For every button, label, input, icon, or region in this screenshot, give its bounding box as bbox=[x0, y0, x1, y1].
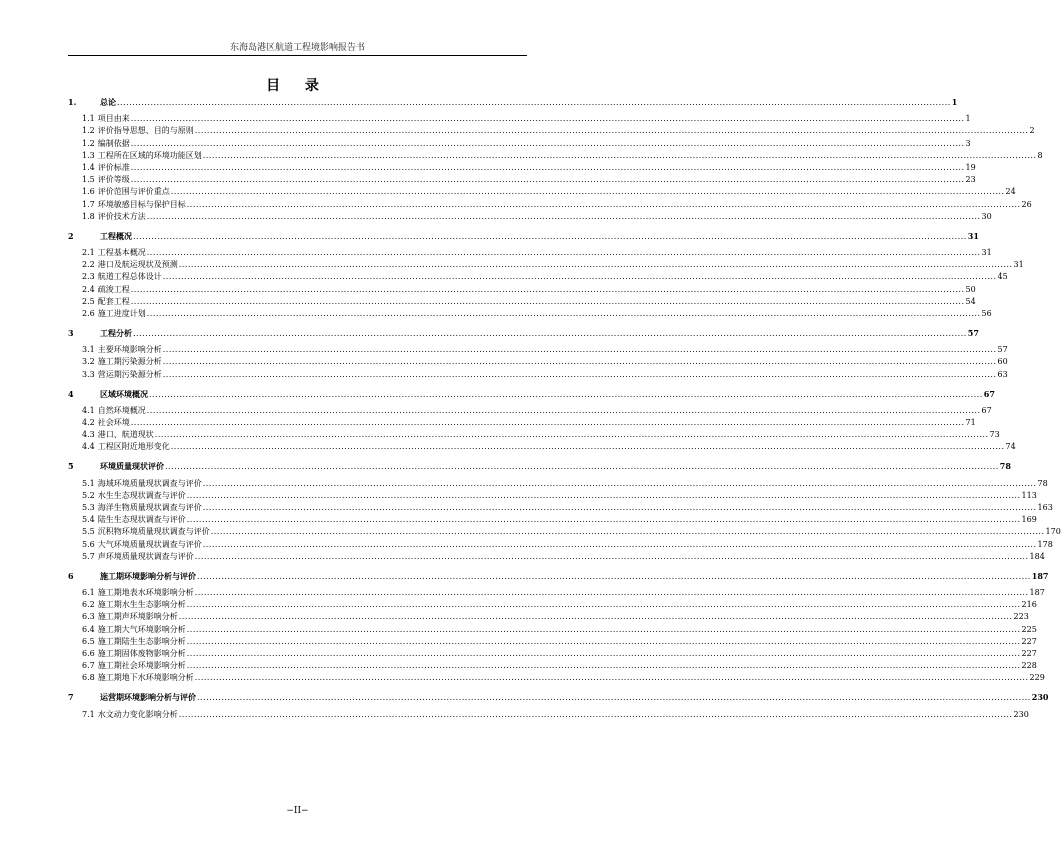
toc-entry-page: 73 bbox=[989, 430, 1000, 440]
toc-entry-number: 7 bbox=[68, 692, 74, 703]
toc-entry-title: 施工期水生生态影响分析 bbox=[97, 600, 186, 610]
toc-leader-dots: .................................................................................................................................................................................................................................................................................. bbox=[202, 150, 1037, 160]
toc-entry-number: 2.1 bbox=[82, 247, 95, 257]
toc-entry-page: 78 bbox=[1037, 478, 1048, 488]
toc-leader-dots: .................................................................................................................................................................................................................................................................................. bbox=[202, 539, 1037, 549]
toc-section-entry[interactable] bbox=[68, 344, 1008, 356]
table-of-contents bbox=[68, 96, 1061, 721]
toc-entry-title: 沉积物环境质量现状调查与评价 bbox=[97, 527, 210, 537]
toc-leader-dots: .................................................................................................................................................................................................................................................................................. bbox=[162, 369, 997, 379]
toc-leader-dots: .................................................................................................................................................................................................................................................................................. bbox=[165, 462, 999, 472]
toc-leader-dots: .................................................................................................................................................................................................................................................................................. bbox=[194, 551, 1029, 561]
toc-entry-number: 5.2 bbox=[82, 490, 95, 500]
toc-entry-page: 31 bbox=[981, 247, 992, 257]
toc-leader-dots: .................................................................................................................................................................................................................................................................................. bbox=[178, 612, 1013, 622]
toc-section-entry[interactable] bbox=[68, 259, 1024, 271]
toc-leader-dots: .................................................................................................................................................................................................................................................................................. bbox=[146, 247, 981, 257]
toc-section-entry[interactable] bbox=[68, 308, 992, 320]
page-number: −II− bbox=[286, 806, 309, 816]
toc-entry-title: 港口及航运现状及预测 bbox=[97, 260, 178, 270]
toc-section-entry[interactable] bbox=[68, 539, 1053, 551]
toc-entry-title: 工程基本概况 bbox=[97, 247, 146, 257]
toc-entry-number: 6.5 bbox=[82, 636, 95, 646]
toc-section-entry[interactable] bbox=[68, 672, 1045, 684]
toc-chapter-entry[interactable] bbox=[68, 460, 1011, 472]
toc-entry-title: 环境质量现状评价 bbox=[100, 461, 164, 472]
toc-entry-number: 6.1 bbox=[82, 588, 95, 598]
toc-entry-title: 配套工程 bbox=[97, 296, 130, 306]
toc-section-entry[interactable] bbox=[68, 478, 1048, 490]
toc-entry-page: 8 bbox=[1037, 150, 1043, 160]
toc-entry-number: 1.2 bbox=[82, 138, 95, 148]
toc-entry-number: 4.1 bbox=[82, 405, 95, 415]
toc-leader-dots: .................................................................................................................................................................................................................................................................................. bbox=[197, 571, 1031, 581]
toc-entry-page: 45 bbox=[997, 272, 1008, 282]
toc-entry-page: 1 bbox=[951, 97, 958, 107]
toc-entry-title: 施工期污染源分析 bbox=[97, 357, 162, 367]
toc-section-entry[interactable] bbox=[68, 490, 1037, 502]
toc-leader-dots: .................................................................................................................................................................................................................................................................................. bbox=[186, 490, 1021, 500]
toc-entry-page: 19 bbox=[965, 162, 976, 172]
toc-entry-page: 24 bbox=[1005, 187, 1016, 197]
toc-entry-page: 31 bbox=[967, 230, 979, 241]
toc-entry-title: 评价指导思想、目的与原则 bbox=[97, 126, 194, 136]
toc-leader-dots: .................................................................................................................................................................................................................................................................................. bbox=[130, 162, 965, 172]
toc-section-entry[interactable] bbox=[68, 405, 992, 417]
toc-leader-dots: .................................................................................................................................................................................................................................................................................. bbox=[130, 138, 965, 148]
toc-entry-title: 施工期环境影响分析与评价 bbox=[100, 570, 196, 581]
toc-leader-dots: .................................................................................................................................................................................................................................................................................. bbox=[130, 175, 965, 185]
toc-section-entry[interactable] bbox=[68, 271, 1008, 283]
toc-entry-page: 230 bbox=[1013, 709, 1029, 719]
toc-entry-number: 1.4 bbox=[82, 162, 95, 172]
toc-entry-title: 编制依据 bbox=[97, 138, 130, 148]
toc-section-entry[interactable] bbox=[68, 587, 1045, 599]
toc-leader-dots: .................................................................................................................................................................................................................................................................................. bbox=[117, 98, 951, 107]
toc-leader-dots: .................................................................................................................................................................................................................................................................................. bbox=[197, 693, 1031, 703]
toc-entry-title: 施工期陆生生态影响分析 bbox=[97, 636, 186, 646]
toc-entry-page: 170 bbox=[1045, 527, 1061, 537]
toc-entry-title: 海洋生物质量现状调查与评价 bbox=[97, 503, 202, 512]
toc-entry-number: 5.7 bbox=[82, 551, 95, 561]
toc-chapter-entry[interactable] bbox=[68, 691, 1049, 703]
toc-entry-number: 6.7 bbox=[82, 661, 95, 671]
toc-entry-page: 23 bbox=[965, 175, 976, 185]
toc-leader-dots: .................................................................................................................................................................................................................................................................................. bbox=[186, 636, 1021, 646]
toc-section-entry[interactable] bbox=[68, 356, 1008, 368]
toc-entry-number: 1.3 bbox=[82, 150, 95, 160]
toc-entry-number: 4.2 bbox=[82, 417, 95, 427]
toc-section-entry[interactable] bbox=[68, 174, 976, 186]
toc-entry-number: 3.3 bbox=[82, 369, 95, 379]
toc-section-entry[interactable] bbox=[68, 526, 1061, 538]
toc-title: 目 录 bbox=[266, 78, 329, 94]
toc-entry-page: 74 bbox=[1005, 442, 1016, 452]
toc-entry-title: 评价等级 bbox=[97, 175, 130, 185]
toc-entry-number: 3.1 bbox=[82, 345, 95, 355]
toc-section-entry[interactable] bbox=[68, 624, 1037, 636]
toc-entry-page: 225 bbox=[1021, 624, 1037, 634]
toc-chapter-entry[interactable] bbox=[68, 230, 979, 242]
toc-entry-title: 施工期大气环境影响分析 bbox=[97, 624, 186, 634]
toc-leader-dots: .................................................................................................................................................................................................................................................................................. bbox=[186, 648, 1021, 658]
running-header: 东海岛港区航道工程境影响报告书 bbox=[229, 43, 365, 53]
toc-entry-page: 1 bbox=[965, 114, 971, 124]
toc-leader-dots: .................................................................................................................................................................................................................................................................................. bbox=[186, 624, 1021, 634]
toc-entry-title: 施工期声环境影响分析 bbox=[97, 612, 178, 622]
toc-entry-title: 施工期地下水环境影响分析 bbox=[97, 673, 194, 683]
toc-entry-page: 163 bbox=[1037, 503, 1053, 512]
toc-entry-title: 施工期地表水环境影响分析 bbox=[97, 588, 194, 598]
toc-entry-page: 57 bbox=[967, 327, 979, 338]
toc-entry-number: 6.2 bbox=[82, 600, 95, 610]
toc-leader-dots: .................................................................................................................................................................................................................................................................................. bbox=[146, 308, 981, 318]
toc-entry-number: 2.2 bbox=[82, 260, 95, 270]
toc-entry-title: 海域环境质量现状调查与评价 bbox=[97, 478, 202, 488]
toc-leader-dots: .................................................................................................................................................................................................................................................................................. bbox=[178, 709, 1013, 719]
toc-leader-dots: .................................................................................................................................................................................................................................................................................. bbox=[186, 515, 1021, 525]
toc-entry-number: 1. bbox=[68, 97, 77, 107]
toc-section-entry[interactable] bbox=[68, 551, 1045, 563]
toc-entry-number: 5.1 bbox=[82, 478, 95, 488]
toc-entry-page: 60 bbox=[997, 357, 1008, 367]
toc-entry-page: 169 bbox=[1021, 515, 1037, 525]
toc-entry-title: 水生生态现状调查与评价 bbox=[97, 490, 186, 500]
toc-entry-page: 31 bbox=[1013, 260, 1024, 270]
toc-section-entry[interactable] bbox=[68, 599, 1037, 611]
toc-section-entry[interactable] bbox=[68, 709, 1029, 721]
toc-entry-title: 陆生生态现状调查与评价 bbox=[97, 515, 186, 525]
toc-entry-title: 环境敏感目标与保护目标 bbox=[97, 199, 186, 209]
toc-entry-number: 4.4 bbox=[82, 442, 95, 452]
toc-entry-title: 自然环境概况 bbox=[97, 405, 146, 415]
toc-entry-title: 营运期污染源分析 bbox=[97, 369, 162, 379]
toc-entry-page: 178 bbox=[1037, 539, 1053, 549]
toc-section-entry[interactable] bbox=[68, 648, 1037, 660]
toc-entry-title: 施工期固体废物影响分析 bbox=[97, 648, 186, 658]
toc-entry-title: 评价标准 bbox=[97, 162, 130, 172]
toc-section-entry[interactable] bbox=[68, 660, 1037, 672]
toc-leader-dots: .................................................................................................................................................................................................................................................................................. bbox=[186, 600, 1021, 610]
toc-chapter-entry[interactable] bbox=[68, 327, 979, 339]
toc-entry-number: 5 bbox=[68, 461, 74, 472]
toc-leader-dots: .................................................................................................................................................................................................................................................................................. bbox=[194, 588, 1029, 598]
toc-section-entry[interactable] bbox=[68, 296, 976, 308]
header-rule bbox=[68, 55, 527, 56]
toc-chapter-entry[interactable] bbox=[68, 570, 1049, 582]
toc-entry-number: 4.3 bbox=[82, 430, 95, 440]
toc-entry-page: 50 bbox=[965, 284, 976, 294]
toc-entry-page: 216 bbox=[1021, 600, 1037, 610]
toc-entry-title: 航道工程总体设计 bbox=[97, 272, 162, 282]
toc-entry-page: 3 bbox=[965, 138, 971, 148]
toc-entry-number: 5.6 bbox=[82, 539, 95, 549]
toc-leader-dots: .................................................................................................................................................................................................................................................................................. bbox=[186, 661, 1021, 671]
toc-entry-number: 1.7 bbox=[82, 199, 95, 209]
toc-section-entry[interactable] bbox=[68, 636, 1037, 648]
toc-leader-dots: .................................................................................................................................................................................................................................................................................. bbox=[202, 503, 1037, 512]
toc-section-entry[interactable] bbox=[68, 125, 1035, 137]
toc-section-entry[interactable] bbox=[68, 247, 992, 259]
toc-leader-dots: .................................................................................................................................................................................................................................................................................. bbox=[210, 527, 1045, 537]
toc-section-entry[interactable] bbox=[68, 611, 1029, 623]
toc-entry-page: 223 bbox=[1013, 612, 1029, 622]
toc-entry-title: 工程概况 bbox=[100, 230, 132, 241]
toc-entry-page: 187 bbox=[1029, 588, 1045, 598]
toc-entry-number: 1.5 bbox=[82, 175, 95, 185]
toc-leader-dots: .................................................................................................................................................................................................................................................................................. bbox=[146, 211, 981, 221]
toc-entry-number: 5.4 bbox=[82, 515, 95, 525]
toc-entry-number: 2.5 bbox=[82, 296, 95, 306]
toc-entry-page: 56 bbox=[981, 308, 992, 318]
toc-entry-title: 区域环境概况 bbox=[100, 388, 148, 399]
toc-entry-title: 主要环境影响分析 bbox=[97, 345, 162, 355]
toc-entry-page: 227 bbox=[1021, 648, 1037, 658]
toc-entry-title: 运营期环境影响分析与评价 bbox=[100, 692, 196, 703]
toc-leader-dots: .................................................................................................................................................................................................................................................................................. bbox=[194, 126, 1029, 136]
toc-entry-title: 工程区附近地形变化 bbox=[97, 442, 170, 452]
toc-entry-page: 184 bbox=[1029, 551, 1045, 561]
toc-leader-dots: .................................................................................................................................................................................................................................................................................. bbox=[130, 417, 965, 427]
toc-entry-number: 2 bbox=[68, 230, 74, 241]
toc-leader-dots: .................................................................................................................................................................................................................................................................................. bbox=[162, 272, 997, 282]
toc-entry-number: 4 bbox=[68, 388, 74, 399]
toc-entry-number: 3 bbox=[68, 327, 74, 338]
toc-leader-dots: .................................................................................................................................................................................................................................................................................. bbox=[170, 442, 1005, 452]
toc-entry-number: 6.4 bbox=[82, 624, 95, 634]
toc-section-entry[interactable] bbox=[68, 211, 992, 223]
toc-leader-dots: .................................................................................................................................................................................................................................................................................. bbox=[133, 328, 967, 338]
toc-entry-number: 7.1 bbox=[82, 709, 95, 719]
toc-section-entry[interactable] bbox=[68, 199, 1032, 211]
toc-entry-page: 229 bbox=[1029, 673, 1045, 683]
toc-entry-number: 1.1 bbox=[82, 114, 95, 124]
toc-entry-number: 5.3 bbox=[82, 503, 95, 512]
toc-entry-number: 6.3 bbox=[82, 612, 95, 622]
toc-section-entry[interactable] bbox=[68, 429, 1000, 441]
toc-leader-dots: .................................................................................................................................................................................................................................................................................. bbox=[154, 430, 989, 440]
toc-entry-page: 228 bbox=[1021, 661, 1037, 671]
toc-section-entry[interactable] bbox=[68, 150, 1043, 162]
toc-leader-dots: .................................................................................................................................................................................................................................................................................. bbox=[170, 187, 1005, 197]
toc-entry-title: 水文动力变化影响分析 bbox=[97, 709, 178, 719]
toc-leader-dots: .................................................................................................................................................................................................................................................................................. bbox=[130, 114, 965, 124]
toc-entry-number: 6 bbox=[68, 570, 74, 581]
toc-section-entry[interactable] bbox=[68, 284, 976, 296]
toc-entry-title: 工程所在区域的环境功能区划 bbox=[97, 150, 202, 160]
toc-section-entry[interactable] bbox=[68, 514, 1037, 526]
toc-entry-number: 2.6 bbox=[82, 308, 95, 318]
toc-leader-dots: .................................................................................................................................................................................................................................................................................. bbox=[146, 405, 981, 415]
toc-leader-dots: .................................................................................................................................................................................................................................................................................. bbox=[194, 673, 1029, 683]
toc-entry-page: 67 bbox=[981, 405, 992, 415]
toc-leader-dots: .................................................................................................................................................................................................................................................................................. bbox=[130, 284, 965, 294]
toc-chapter-entry[interactable] bbox=[68, 96, 958, 108]
toc-leader-dots: .................................................................................................................................................................................................................................................................................. bbox=[130, 296, 965, 306]
toc-section-entry[interactable] bbox=[68, 162, 976, 174]
toc-section-entry[interactable] bbox=[68, 369, 1008, 381]
toc-entry-page: 54 bbox=[965, 296, 976, 306]
toc-chapter-entry[interactable] bbox=[68, 388, 995, 400]
toc-entry-page: 71 bbox=[965, 417, 976, 427]
toc-entry-page: 30 bbox=[981, 211, 992, 221]
toc-entry-title: 疏浚工程 bbox=[97, 284, 130, 294]
toc-entry-page: 67 bbox=[983, 388, 995, 399]
toc-entry-title: 社会环境 bbox=[97, 417, 130, 427]
toc-leader-dots: .................................................................................................................................................................................................................................................................................. bbox=[186, 199, 1021, 209]
toc-entry-number: 1.2 bbox=[82, 126, 95, 136]
toc-entry-title: 评价范围与评价重点 bbox=[97, 187, 170, 197]
toc-entry-title: 项目由来 bbox=[97, 114, 130, 124]
toc-entry-title: 总论 bbox=[100, 97, 116, 107]
toc-entry-title: 声环境质量现状调查与评价 bbox=[97, 551, 194, 561]
toc-entry-page: 63 bbox=[997, 369, 1008, 379]
toc-entry-title: 评价技术方法 bbox=[97, 211, 146, 221]
toc-section-entry[interactable] bbox=[68, 417, 976, 429]
toc-entry-number: 6.8 bbox=[82, 673, 95, 683]
toc-entry-title: 施工进度计划 bbox=[97, 308, 146, 318]
toc-section-entry[interactable] bbox=[68, 113, 971, 125]
toc-leader-dots: .................................................................................................................................................................................................................................................................................. bbox=[149, 389, 983, 399]
toc-entry-title: 港口、航道现状 bbox=[97, 430, 154, 440]
toc-section-entry[interactable] bbox=[68, 186, 1016, 198]
toc-leader-dots: .................................................................................................................................................................................................................................................................................. bbox=[162, 345, 997, 355]
toc-entry-title: 施工期社会环境影响分析 bbox=[97, 661, 186, 671]
toc-entry-page: 113 bbox=[1021, 490, 1037, 500]
toc-leader-dots: .................................................................................................................................................................................................................................................................................. bbox=[133, 231, 967, 241]
toc-section-entry[interactable] bbox=[68, 138, 971, 150]
toc-section-entry[interactable] bbox=[68, 441, 1016, 453]
toc-entry-number: 2.4 bbox=[82, 284, 95, 294]
toc-entry-page: 78 bbox=[999, 461, 1011, 472]
toc-entry-page: 227 bbox=[1021, 636, 1037, 646]
toc-entry-page: 187 bbox=[1031, 570, 1049, 581]
toc-entry-page: 26 bbox=[1021, 199, 1032, 209]
toc-section-entry[interactable] bbox=[68, 502, 1053, 514]
toc-entry-page: 2 bbox=[1029, 126, 1035, 136]
toc-entry-number: 2.3 bbox=[82, 272, 95, 282]
toc-entry-number: 5.5 bbox=[82, 527, 95, 537]
toc-entry-number: 3.2 bbox=[82, 357, 95, 367]
toc-entry-page: 57 bbox=[997, 345, 1008, 355]
toc-entry-number: 6.6 bbox=[82, 648, 95, 658]
toc-leader-dots: .................................................................................................................................................................................................................................................................................. bbox=[202, 478, 1037, 488]
toc-entry-number: 1.6 bbox=[82, 187, 95, 197]
toc-entry-page: 230 bbox=[1031, 692, 1049, 703]
toc-leader-dots: .................................................................................................................................................................................................................................................................................. bbox=[178, 260, 1013, 270]
toc-leader-dots: .................................................................................................................................................................................................................................................................................. bbox=[162, 357, 997, 367]
toc-entry-title: 工程分析 bbox=[100, 327, 132, 338]
toc-entry-title: 大气环境质量现状调查与评价 bbox=[97, 539, 202, 549]
toc-entry-number: 1.8 bbox=[82, 211, 95, 221]
